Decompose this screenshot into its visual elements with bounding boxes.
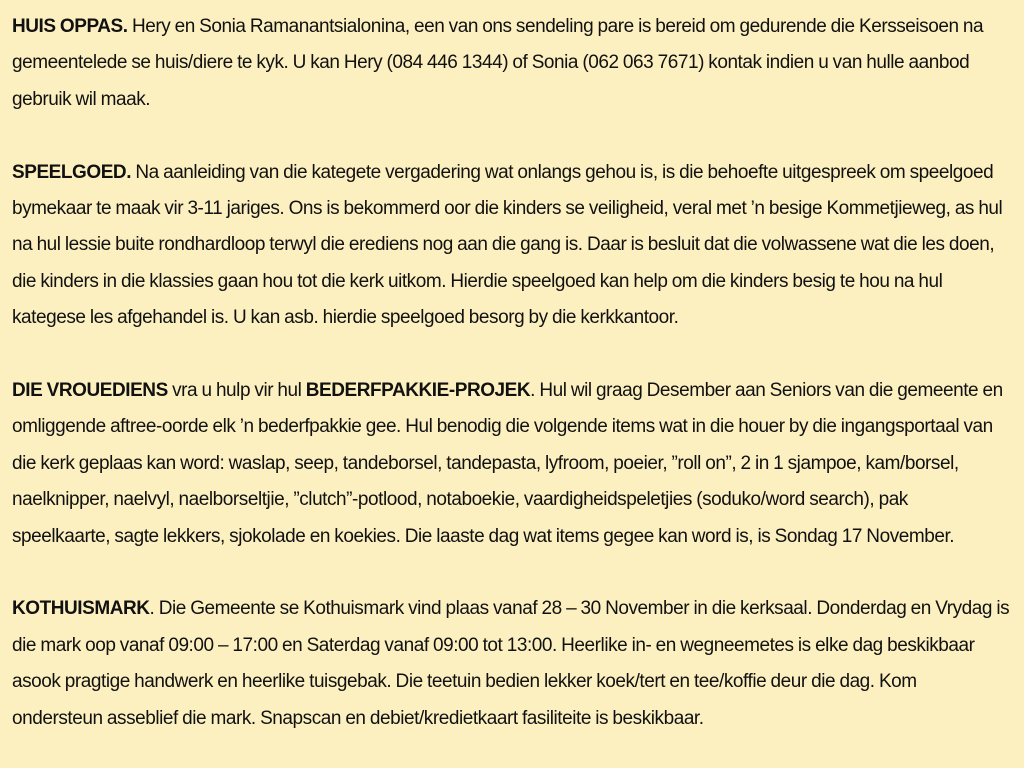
notice-heading: HUIS OPPAS.	[12, 16, 128, 37]
notice-body: Na aanleiding van die kategete vergadering wat onlangs gehou is, is die behoefte uitgespreek om speelgoed bymekaar te maak vir 3-11 jariges. Ons is bekommerd oor die kinders se veiligheid, veral met ’n besige Kommetjieweg, as hul na hul lessie buite rondhardloop terwyl die erediens nog aan die gang is. Daar is besluit dat die volwassene wat die les doen, die kinders in die klassies gaan hou tot die kerk uitkom. Hierdie speelgoed kan help om die kinders besig te hou na hul kategese les afgehandel is. U kan asb. hierdie speelgoed besorg by die kerkkantoor.	[12, 161, 1003, 329]
notice-body-intro: vra u hulp vir hul	[167, 380, 306, 402]
notice-huis-oppas	[12, 9, 1010, 118]
notice-project-name: BEDERFPAKKIE-PROJEK	[305, 380, 531, 402]
notice-heading: DIE VROUEDIENS	[12, 380, 168, 402]
notice-body: Hery en Sonia Ramanantsialonina, een van ons sendeling pare is bereid om gedurende die Kersseisoen na gemeentelede se huis/diere te kyk. U kan Hery (084 446 1344) of Sonia (062 063 7671) kontak indien u van hulle aanbod gebruik wil maak.	[12, 16, 984, 110]
notice-heading: KOTHUISMARK	[12, 598, 150, 620]
notice-speelgoed	[12, 155, 1010, 337]
notice-vrouediens	[12, 373, 1010, 555]
notice-heading: SPEELGOED.	[12, 161, 132, 183]
notice-body: . Die Gemeente se Kothuismark vind plaas vanaf 28 – 30 November in die kerksaal. Donderdag en Vrydag is die mark oop vanaf 09:00 – 17:00 en Saterdag vanaf 09:00 tot 13:00. Heerlike in- en wegneemetes is elke dag beskikbaar asook pragtige handwerk en heerlike tuisgebak. Die teetuin bedien lekker koek/tert en tee/koffie deur die dag. Kom ondersteun asseblief die mark. Snapscan en debiet/kredietkaart fasiliteite is beskikbaar.	[12, 598, 1010, 729]
notice-body: . Hul wil graag Desember aan Seniors van die gemeente en omliggende aftree-oorde elk ’n bederfpakkie gee. Hul benodig die volgende items wat in die houer by die ingangsportaal van die kerk geplaas kan word: waslap, seep, tandeborsel, tandepasta, lyfroom, poeier, ”roll on”, 2 in 1 sjampoe, kam/borsel, naelknipper, naelvyl, naelborseltjie, ”clutch”-potlood, notaboekie, vaardigheidspeletjies (soduko/word search), pak speelkaarte, sagte lekkers, sjokolade en koekies. Die laaste dag wat items gegee kan word is, is Sondag 17 November.	[12, 380, 1003, 547]
notice-kothuismark	[12, 591, 1010, 737]
